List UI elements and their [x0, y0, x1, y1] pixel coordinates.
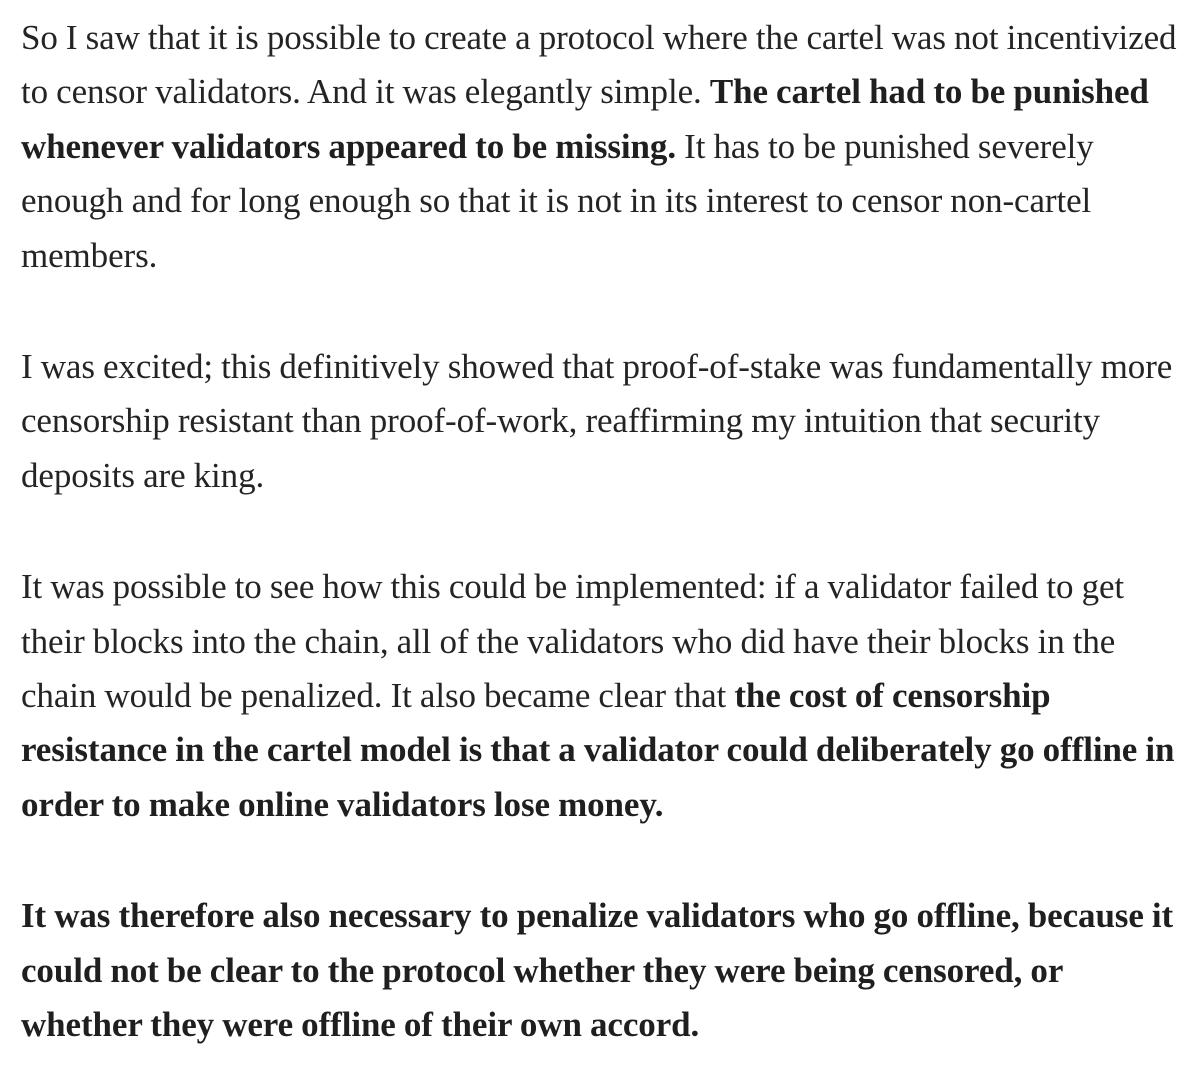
paragraph-3-text: It was possible to see how this could be implemented: if a validator failed to get their blocks into the chain, all of the validators who did have their blocks in the chain would be penalized. It also became clear that — [21, 567, 1125, 716]
paragraph-2-text: I was excited; this definitively showed that proof-of-stake was fundamentally more censorship resistant than proof-of-work, reaffirming my intuition that security deposits are king. — [21, 347, 1173, 495]
paragraph-4-emphasis: It was therefore also necessary to penalize validators who go offline, because it could not be clear to the protocol whether they were being censored, or whether they were offline of their own accord. — [21, 896, 1174, 1045]
paragraph-1-emphasis: The cartel had to be punished whenever validators appeared to be missing. — [21, 72, 1149, 166]
paragraph-1 — [21, 11, 1191, 283]
paragraph-3 — [21, 560, 1191, 832]
paragraph-1-text-end: It has to be punished severely enough and for long enough so that it is not in its interest to censor non-cartel members. — [21, 126, 1094, 275]
article-body — [21, 11, 1191, 1053]
paragraph-4 — [21, 889, 1191, 1052]
paragraph-2 — [21, 340, 1191, 503]
paragraph-3-emphasis: the cost of censorship resistance in the cartel model is that a validator could deliberately go offline in order to make online validators lose money. — [21, 676, 1175, 824]
paragraph-1-text: So I saw that it is possible to create a protocol where the cartel was not incentivized to censor validators. And it was elegantly simple. — [21, 18, 1177, 112]
